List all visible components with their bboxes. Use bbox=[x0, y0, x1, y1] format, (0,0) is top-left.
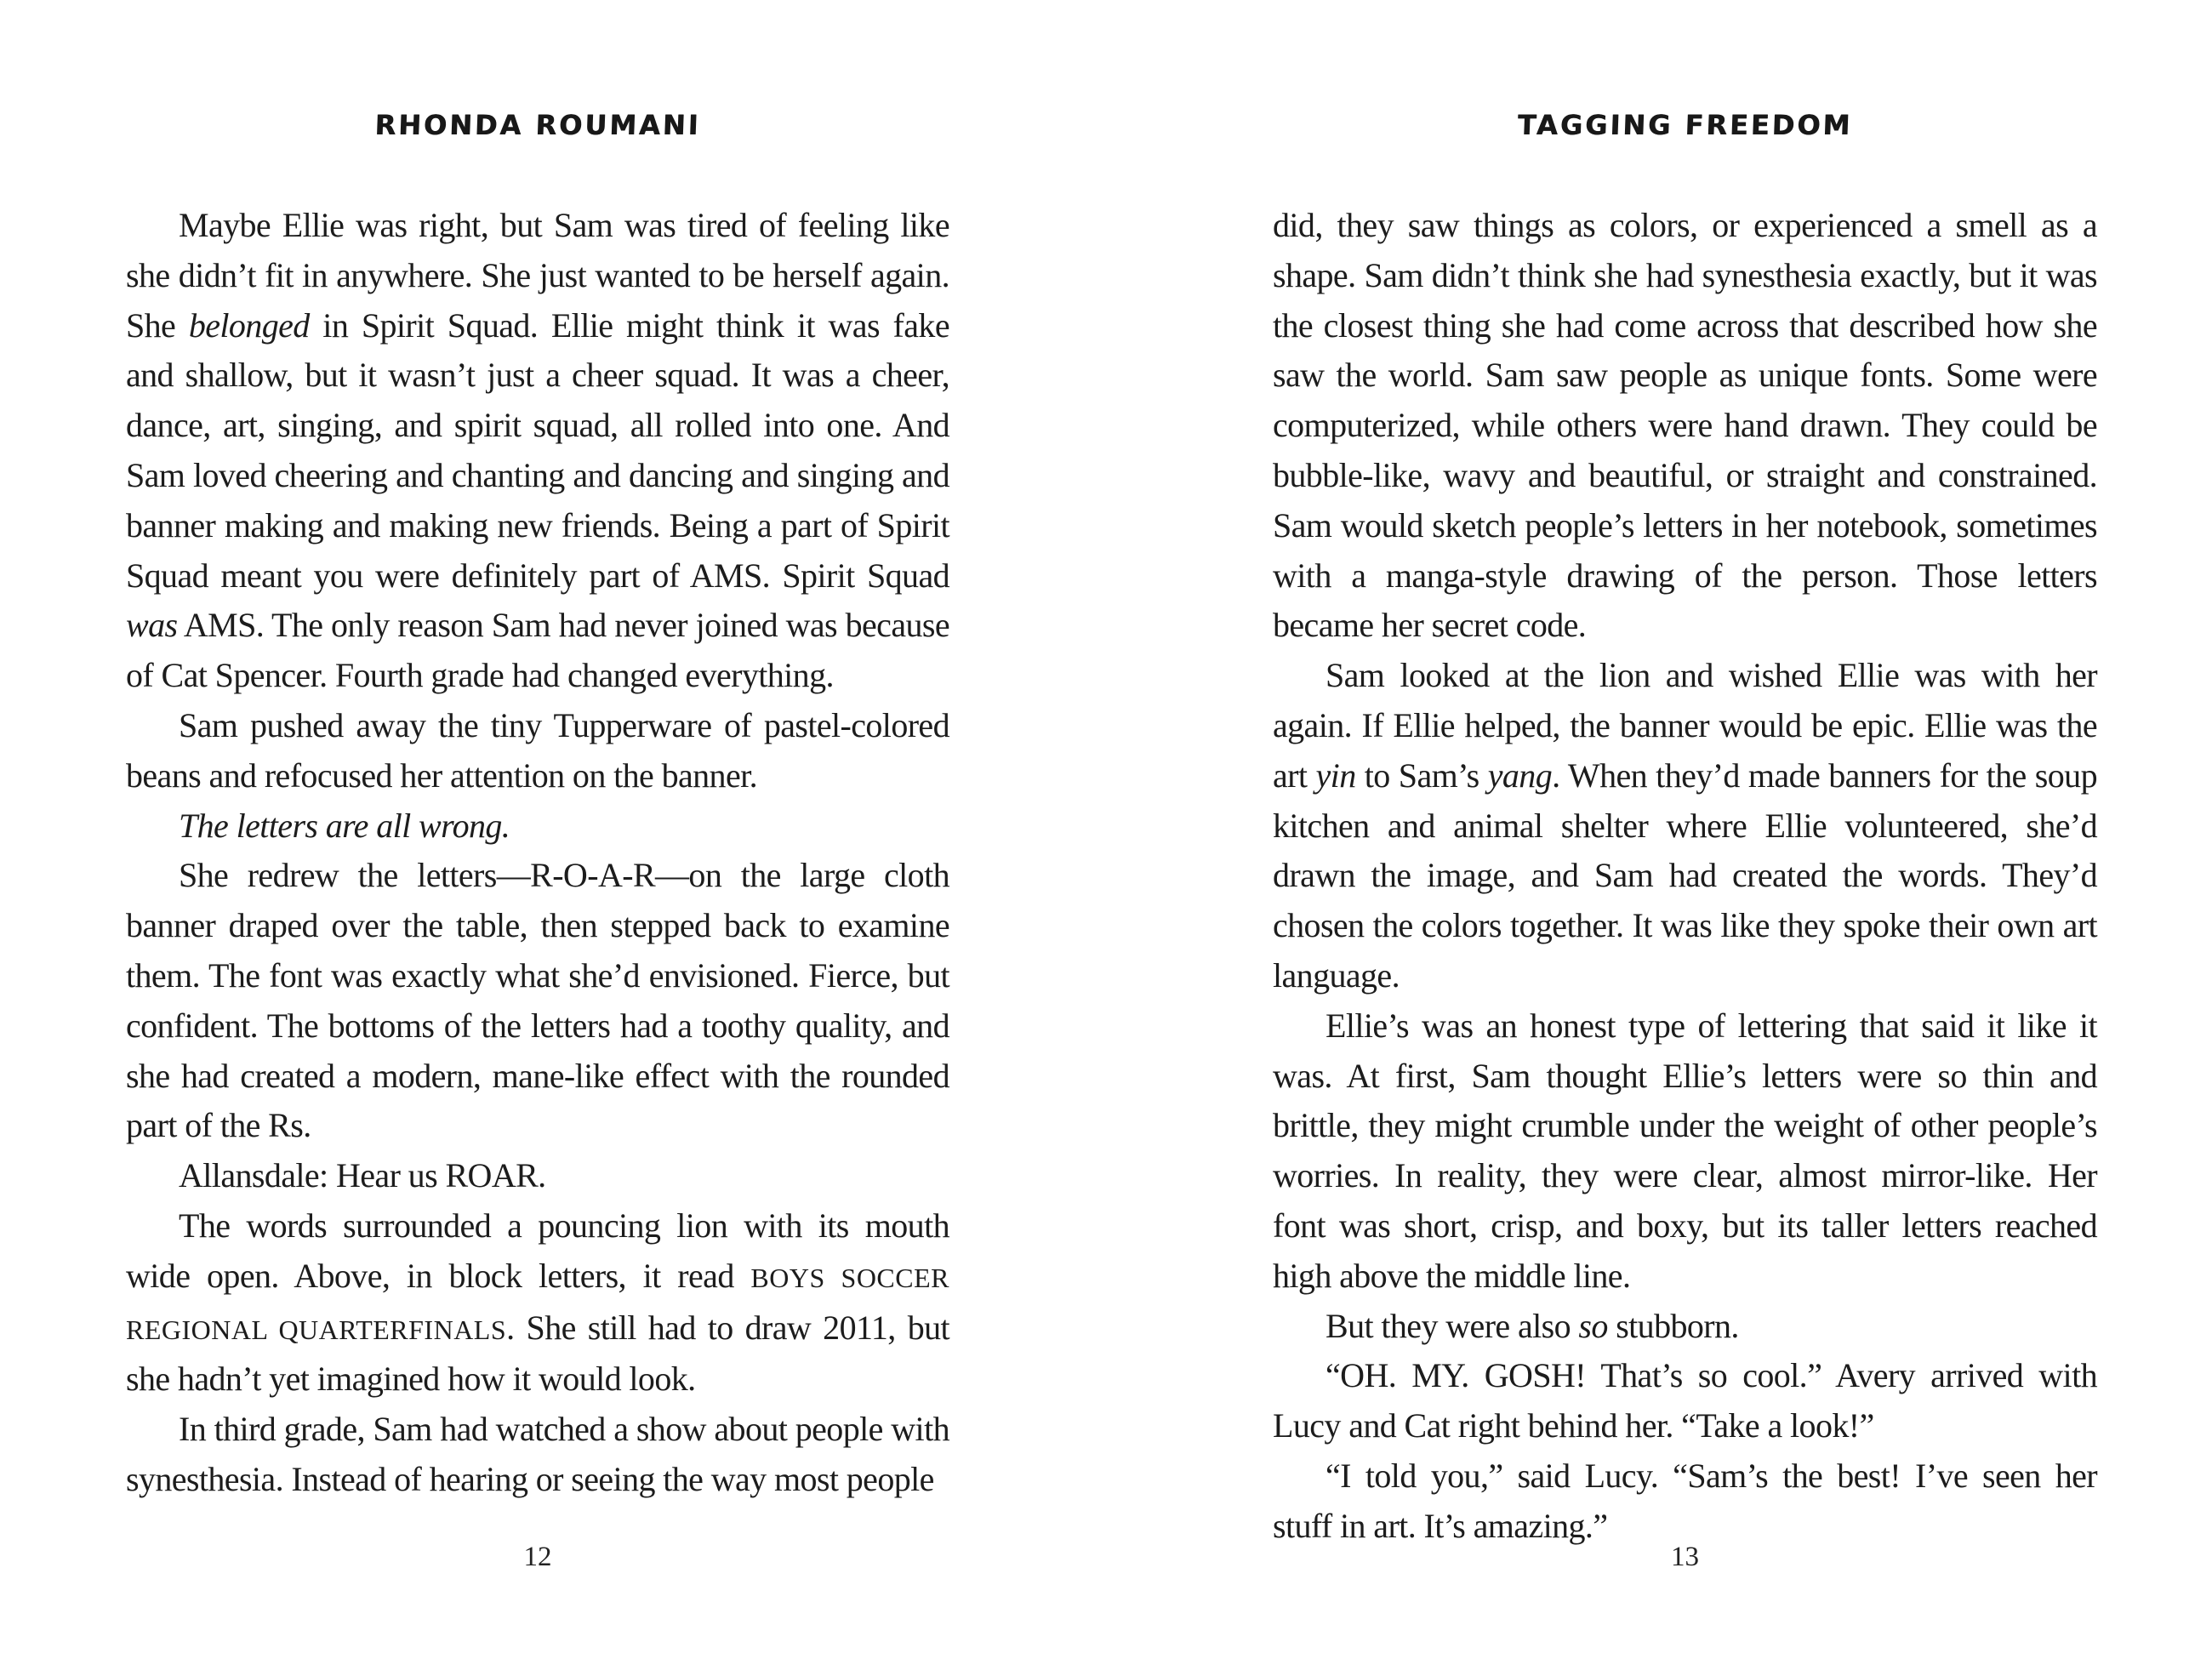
paragraph bbox=[126, 1405, 949, 1505]
text-segment: Ellie’s was an honest type of lettering that said it like it was. At first, Sam thought Ellie’s letters were so thin and brittle, they might crumble under the weight of other people’s worries. In reality, they were clear, almost mirror-like. Her font was short, crisp, and boxy, but its taller letters reached high above the middle line. bbox=[1273, 1006, 2097, 1295]
text-segment: yang bbox=[1487, 755, 1553, 795]
paragraph bbox=[1273, 651, 2097, 1001]
paragraph bbox=[126, 701, 949, 801]
paragraph bbox=[1273, 1302, 2097, 1352]
paragraph bbox=[1273, 201, 2097, 651]
page-right-body bbox=[1273, 201, 2097, 1552]
text-segment: Sam pushed away the tiny Tupperware of pastel-colored beans and refocused her attention on the banner. bbox=[126, 705, 949, 795]
paragraph bbox=[1273, 1001, 2097, 1302]
text-segment: so bbox=[1578, 1306, 1608, 1345]
text-segment: “OH. MY. GOSH! That’s so cool.” Avery arrived with Lucy and Cat right behind her. “Take a look!” bbox=[1273, 1356, 2097, 1445]
page-right bbox=[1273, 0, 2097, 1659]
text-segment: She redrew the letters—R-O-A-R—on the large cloth banner draped over the table, then stepped back to examine them. The font was exactly what she’d envisioned. Fierce, but confident. The bottoms of the letters had a toothy quality, and she had created a modern, mane-like effect with the rounded part of the Rs. bbox=[126, 856, 949, 1145]
text-segment: did, they saw things as colors, or experienced a smell as a shape. Sam didn’t think she had synesthesia exactly, but it was the closest thing she had come across that described how she saw the world. Sam saw people as unique fonts. Some were computerized, while others were hand drawn. They could be bubble-like, wavy and beautiful, or straight and constrained. Sam would sketch people’s letters in her notebook, sometimes with a manga-style drawing of the person. Those letters became her secret code. bbox=[1273, 206, 2097, 645]
text-segment: Allansdale: Hear us ROAR. bbox=[179, 1156, 546, 1195]
text-segment: BOYS SOCCER REGIONAL QUARTERFINALS bbox=[126, 1262, 950, 1345]
text-segment: Sam looked at the lion and wished Ellie was with her again. If Ellie helped, the banner would be epic. Ellie was the art bbox=[1273, 656, 2097, 795]
text-segment: . She still had to draw 2011, but she hadn’t yet imagined how it would look. bbox=[126, 1308, 950, 1399]
text-segment: “I told you,” said Lucy. “Sam’s the best! I’ve seen her stuff in art. It’s amazing.” bbox=[1273, 1456, 2097, 1545]
text-segment: AMS. The only reason Sam had never joined was because of Cat Spencer. Fourth grade had changed everything. bbox=[126, 606, 949, 695]
text-segment: In third grade, Sam had watched a show about people with synesthesia. Instead of hearing or seeing the way most people bbox=[126, 1410, 949, 1498]
text-segment: Maybe Ellie was right, but Sam was tired of feeling like she didn’t fit in anywhere. She just wanted to be herself again. She bbox=[126, 206, 949, 345]
page-left-body bbox=[126, 201, 949, 1505]
text-segment: The letters are all wrong. bbox=[179, 806, 510, 845]
text-segment: . When they’d made banners for the soup kitchen and animal shelter where Ellie volunteered, she’d drawn the image, and Sam had created the words. They’d chosen the colors together. It was like they spoke their own art language. bbox=[1273, 755, 2097, 995]
paragraph bbox=[126, 1201, 949, 1405]
text-segment: belonged bbox=[188, 305, 310, 345]
text-segment: was bbox=[126, 606, 178, 645]
text-segment: yin bbox=[1315, 755, 1356, 795]
text-segment: But they were also bbox=[1325, 1306, 1579, 1345]
paragraph bbox=[1273, 1451, 2097, 1552]
paragraph bbox=[126, 851, 949, 1151]
running-head-author: RHONDA ROUMANI bbox=[373, 109, 702, 141]
text-segment: to Sam’s bbox=[1355, 755, 1488, 795]
text-segment: The words surrounded a pouncing lion with its mouth wide open. Above, in block letters, it read bbox=[126, 1206, 949, 1295]
page-left bbox=[126, 0, 949, 1659]
text-segment: in Spirit Squad. Ellie might think it was fake and shallow, but it wasn’t just a cheer squad. It was a cheer, dance, art, singing, and spirit squad, all rolled into one. And Sam loved cheering and chanting and dancing and singing and banner making and making new friends. Being a part of Spirit Squad meant you were definitely part of AMS. Spirit Squad bbox=[126, 305, 949, 595]
paragraph bbox=[126, 1151, 949, 1201]
page-number-left: 12 bbox=[523, 1542, 552, 1572]
running-head-book-title: TAGGING FREEDOM bbox=[1517, 109, 1853, 141]
paragraph bbox=[126, 801, 949, 852]
paragraph bbox=[126, 201, 949, 701]
page-number-right: 13 bbox=[1671, 1542, 1699, 1572]
text-segment: stubborn. bbox=[1607, 1306, 1739, 1345]
paragraph bbox=[1273, 1351, 2097, 1451]
